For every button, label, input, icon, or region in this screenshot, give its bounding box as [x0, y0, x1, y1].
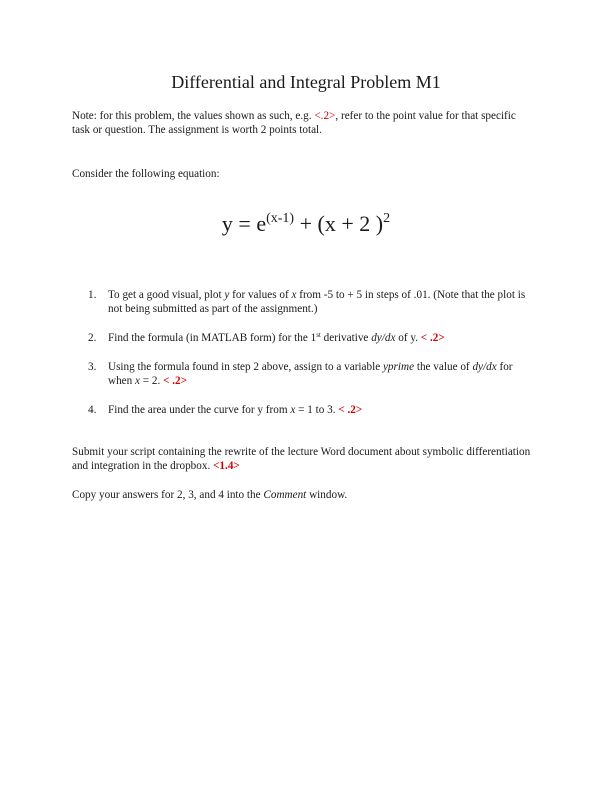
task-item-4: [88, 404, 533, 418]
task-item-3: [88, 361, 533, 388]
task-number: 1.: [88, 289, 97, 301]
task-number: 3.: [88, 361, 97, 373]
task-body: [108, 404, 533, 418]
task-text: Find the formula (in MATLAB form) for the 1: [108, 332, 317, 344]
task-body: [108, 332, 533, 346]
points-value: < .2>: [163, 374, 188, 387]
task-text: = 1 to 3.: [295, 404, 339, 416]
equation-middle: + (x + 2 ): [294, 211, 384, 236]
points-value: <1.4>: [213, 459, 240, 472]
comment-emphasis: Comment: [263, 489, 307, 501]
task-variable: dy/dx: [371, 332, 396, 344]
task-text: To get a good visual, plot: [108, 289, 225, 301]
submit-text: Submit your script containing the rewrite of the lecture Word document about symbolic differentiation and integration in the dropbox.: [72, 446, 531, 472]
task-text: for when: [108, 361, 513, 387]
points-value: < .2>: [338, 404, 363, 416]
task-number: 2.: [88, 332, 97, 344]
task-number: 4.: [88, 404, 97, 416]
task-body: [108, 289, 533, 316]
task-variable: dy/dx: [472, 361, 497, 373]
note-paragraph: [72, 110, 532, 137]
task-text: derivative: [320, 332, 372, 344]
ordinal-superscript: st: [316, 331, 321, 339]
equation-exponent: (x-1): [266, 211, 295, 226]
task-text: = 2.: [140, 374, 164, 387]
task-item-2: [88, 332, 533, 346]
task-text: Using the formula found in step 2 above, assign to a variable: [108, 361, 383, 373]
task-text: for values of: [229, 289, 292, 301]
task-text: from -5 to + 5 in steps of .01. (Note that the plot is not being submitted as part of the assignment.): [108, 289, 526, 315]
equation: [0, 210, 612, 238]
task-variable: y: [224, 289, 230, 301]
submit-paragraph: [72, 446, 532, 473]
task-body: [108, 361, 533, 388]
points-value: < .2>: [420, 332, 445, 344]
task-variable: yprime: [382, 361, 415, 373]
equation-base: y = e: [221, 211, 267, 236]
consider-paragraph: Consider the following equation:: [72, 168, 220, 180]
task-variable: x: [291, 289, 297, 301]
task-variable: x: [290, 404, 296, 416]
copy-text-before: Copy your answers for 2, 3, and 4 into the: [72, 489, 264, 501]
task-item-1: [88, 289, 533, 316]
copy-text-after: window.: [306, 489, 348, 501]
task-text: the value of: [414, 361, 473, 373]
task-text: Find the area under the curve for y from: [108, 404, 291, 416]
note-text-before: Note: for this problem, the values shown as such, e.g.: [72, 110, 315, 122]
note-text-after: , refer to the point value for that specific task or question. The assignment is worth 2 points total.: [72, 110, 516, 136]
equation-power: 2: [383, 211, 391, 226]
copy-paragraph: [72, 489, 532, 503]
points-example: <.2>: [314, 110, 336, 122]
page-title: Differential and Integral Problem M1: [171, 72, 441, 92]
task-text: of y.: [395, 332, 421, 344]
task-variable: x: [135, 374, 140, 387]
